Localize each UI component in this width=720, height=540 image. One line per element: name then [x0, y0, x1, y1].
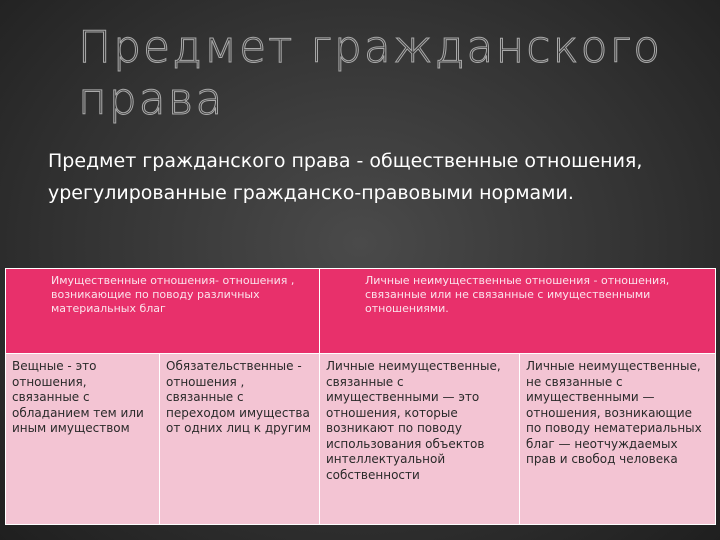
- header-personal-relations: Личные неимущественные отношения - отношения, связанные или не связанные с имущественными отношениями.: [320, 269, 716, 354]
- definition: [48, 145, 688, 209]
- cell-personal-property-linked: Личные неимущественные, связанные с имущественными — это отношения, которые возникают по поводу использования объектов интеллектуальной собственности: [320, 354, 520, 525]
- table-row: [6, 354, 716, 525]
- cell-real-relations: Вещные - это отношения, связанные с обладанием тем или иным имуществом: [6, 354, 160, 525]
- cell-personal-non-property: Личные неимущественные, не связанные с имущественными — отношения, возникающие по поводу нематериальных благ — неотчуждаемых прав и свобод человека: [520, 354, 716, 525]
- table-header-row: [6, 269, 716, 354]
- header-property-relations: Имущественные отношения- отношения , возникающие по поводу различных материальных благ: [6, 269, 320, 354]
- definition-text: общественные отношения, урегулированные гражданско-правовыми нормами.: [48, 150, 643, 204]
- relations-table: [5, 268, 716, 525]
- cell-obligation-relations: Обязательственные - отношения , связанные с переходом имущества от одних лиц к другим: [160, 354, 320, 525]
- definition-term: Предмет гражданского права -: [48, 150, 364, 172]
- slide-title: Предмет гражданского права: [78, 22, 663, 125]
